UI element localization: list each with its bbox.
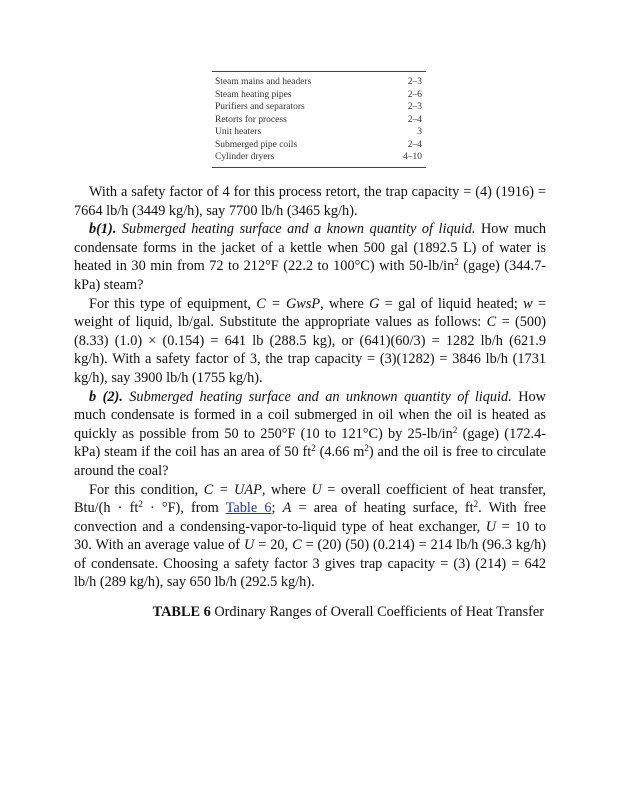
table-caption: TABLE 6 Ordinary Ranges of Overall Coefficients of Heat Transfer (152, 604, 544, 620)
table-row: Steam mains and headers 2–3 (215, 77, 422, 87)
table-row: Cylinder dryers 4–10 (215, 152, 422, 162)
table-row: Purifiers and separators 2–3 (215, 102, 422, 112)
table-row: Retorts for process 2–4 (215, 114, 422, 125)
paragraph-b2-solution: For this condition, C = UAP, where U = overall coefficient of heat transfer, $Btu/(h \cdot ft^2 \cdot ^\circ F)$, from Table 6; A = area of heating surface, $ft^2$. With free convection and a condensing-vapor-to-liquid type of heat exchanger, U = 10 to 30. With an average value of U = 20, C = (20) (50) (0.214) = 214 lb/h (96.3 kg/h) of condensate. Choosing a safety factor 3 gives trap capacity = (3) (214) = 642 lb/h (289 kg/h), say 650 lb/h (292.5 kg/h). (74, 481, 547, 591)
paragraph-b1: b(1). Submerged heating surface and a known quantity of liquid. How much condensate forms in the jacket of a kettle when 500 gal (1892.5 L) of water is heated in 30 min from 72 to 212°F (22.2 to 100°C) with $50-lb/in^2$ (gage) (344.7-kPa) steam? (74, 221, 546, 293)
table-row: Steam heating pipes 2–6 (215, 89, 422, 100)
paragraph-b2: b (2). Submerged heating surface and an unknown quantity of liquid. How much condensate is formed in a coil submerged in oil when the oil is heated as quickly as possible from 50 to 250°F (10 to 121°C) by $25-lb/in^2$ (gage) (172.4-kPa) steam if the coil has an area of 50 $ft^2$ (4.66 $m^2$) and the oil is free to circulate around the coal? (74, 388, 547, 479)
table-row: Submerged pipe coils 2–4 (215, 139, 422, 150)
body-text (74, 183, 546, 592)
safety-factor-table (212, 71, 426, 168)
table-row: Unit heaters 3 (215, 127, 422, 137)
table-6-link[interactable]: Table 6 (225, 500, 272, 517)
paragraph-trap-capacity: With a safety factor of 4 for this process retort, the trap capacity = (4) (1916) = 7664 lb/h (3449 kg/h), say 7700 lb/h (3465 kg/h). (74, 184, 546, 219)
paragraph-b1-solution: For this type of equipment, C = GwsP, where G = gal of liquid heated; w = weight of liquid, lb/gal. Substitute the appropriate values as follows: C = (500) (8.33) (1.0) × (0.154) = 641 lb (288.5 kg), or (641)(60/3) = 1282 lb/h (621.9 kg/h). With a safety factor of 3, the trap capacity = (3)(1282) = 3846 lb/h (1731 kg/h), say 3900 lb/h (1755 kg/h). (74, 295, 547, 386)
